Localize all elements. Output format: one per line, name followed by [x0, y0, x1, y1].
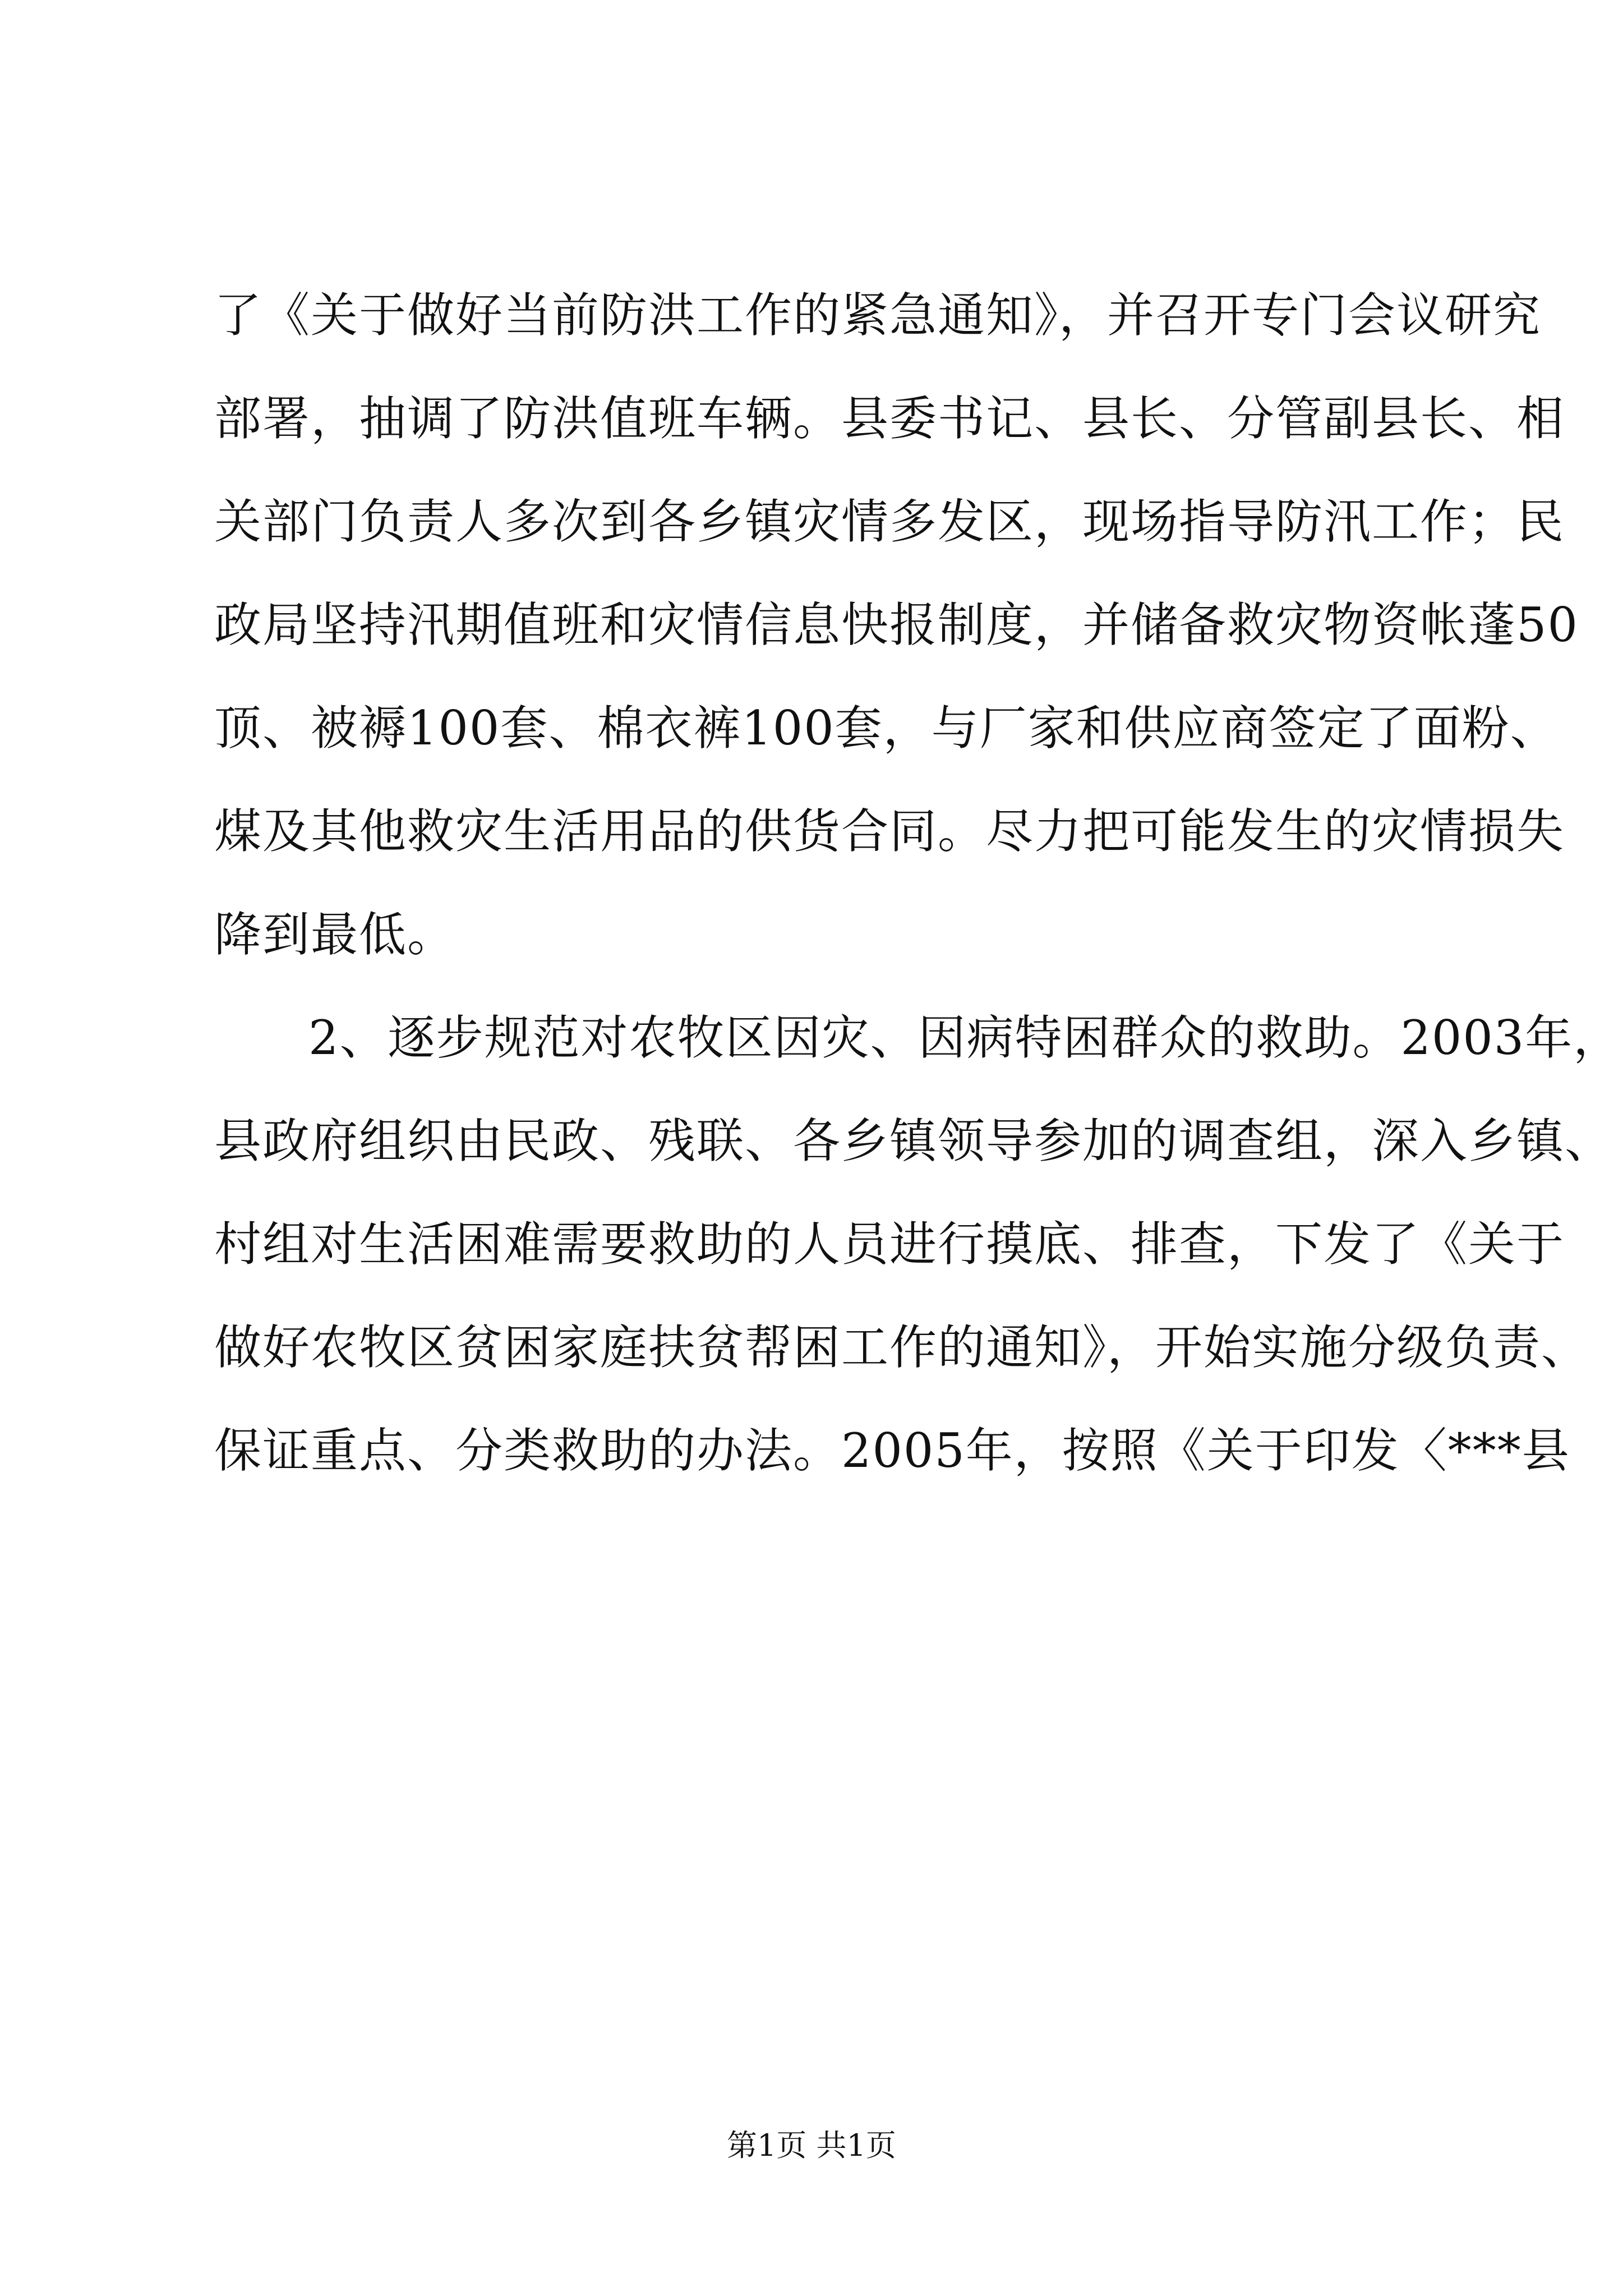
- text-line: 降到最低。: [214, 907, 456, 962]
- text-line: 关部门负责人多次到各乡镇灾情多发区，现场指导防汛工作；民: [214, 494, 1565, 549]
- page-number-label: 第1页 共1页: [727, 2128, 896, 2163]
- paragraph-2: [214, 986, 1622, 1502]
- text-line: 2、逐步规范对农牧区因灾、因病特困群众的救助。2003年，: [308, 1010, 1622, 1065]
- text-line: 了《关于做好当前防洪工作的紧急通知》，并召开专门会议研究: [214, 288, 1542, 343]
- page-footer: [0, 2126, 1623, 2165]
- text-line: 部署，抽调了防洪值班车辆。县委书记、县长、分管副县长、相: [214, 391, 1565, 446]
- document-body: [214, 264, 1622, 1502]
- paragraph-1: [214, 264, 1579, 986]
- text-line: 煤及其他救灾生活用品的供货合同。尽力把可能发生的灾情损失: [214, 804, 1565, 859]
- text-line: 政局坚持汛期值班和灾情信息快报制度，并储备救灾物资帐蓬50: [214, 597, 1579, 652]
- text-line: 县政府组织由民政、残联、各乡镇领导参加的调查组，深入乡镇、: [214, 1114, 1613, 1168]
- text-line: 村组对生活困难需要救助的人员进行摸底、排查，下发了《关于: [214, 1217, 1565, 1272]
- text-line: 顶、被褥100套、棉衣裤100套，与厂家和供应商签定了面粉、: [214, 701, 1559, 756]
- text-line: 做好农牧区贫困家庭扶贫帮困工作的通知》，开始实施分级负责、: [214, 1320, 1590, 1375]
- text-line: 保证重点、分类救助的办法。2005年，按照《关于印发〈***县: [214, 1423, 1570, 1478]
